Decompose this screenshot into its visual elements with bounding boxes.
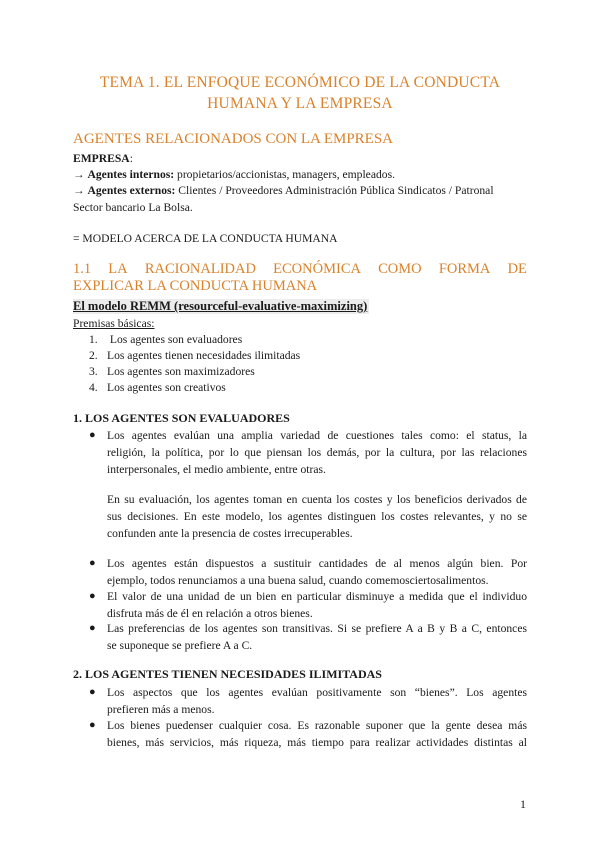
text-line: se suponeque se prefiere A a C. xyxy=(107,639,253,652)
internal-agents-text: propietarios/accionistas, managers, empleados. xyxy=(174,168,395,181)
arrow-icon: → xyxy=(73,168,85,181)
premisas-label: Premisas básicas: xyxy=(73,317,155,330)
bullet-icon: ● xyxy=(89,622,96,634)
premisa-item xyxy=(89,381,226,394)
list-text: Los agentes son maximizadores xyxy=(107,365,255,378)
heading-word: FORMA xyxy=(438,261,491,277)
list-text: Los agentes tienen necesidades ilimitadas xyxy=(107,349,301,362)
evaluadores-bullet-2 xyxy=(107,555,527,589)
text-line: confunden ante la presencia de costes irrecuperables. xyxy=(107,527,353,540)
bullet-icon: ● xyxy=(89,557,96,569)
necesidades-bullet-2 xyxy=(107,717,527,751)
list-number: 3. xyxy=(89,365,98,378)
model-line: = MODELO ACERCA DE LA CONDUCTA HUMANA xyxy=(73,232,338,245)
page-number: 1 xyxy=(520,797,526,811)
text-line: Los agentes están dispuestos a sustituir cantidades de al menos algún bien. Por xyxy=(107,557,527,570)
bullet-icon: ● xyxy=(89,429,96,441)
external-agents-text-1: Clientes / Proveedores Administración Pública Sindicatos / Patronal xyxy=(175,184,494,197)
bullet-icon: ● xyxy=(89,686,96,698)
evaluadores-bullet-4 xyxy=(107,620,527,654)
section-1-1-heading-line-2: EXPLICAR LA CONDUCTA HUMANA xyxy=(73,278,318,294)
list-number: 2. xyxy=(89,349,98,362)
heading-word: LA xyxy=(108,261,128,277)
text-line: En su evaluación, los agentes toman en cuenta los costes y los beneficios derivados de xyxy=(107,493,527,506)
heading-word: ECONÓMICA xyxy=(273,261,361,277)
text-line: sus decisiones. En este modelo, los agentes distinguen los costes relevantes, y no se xyxy=(107,510,527,523)
empresa-line xyxy=(73,150,133,167)
necesidades-bullet-1 xyxy=(107,684,527,718)
external-agents-paragraph xyxy=(73,182,527,216)
bullet-icon: ● xyxy=(89,590,96,602)
remm-heading: El modelo REMM (resourceful-evaluative-maximizing) xyxy=(73,299,368,313)
list-text: Los agentes son creativos xyxy=(107,381,226,394)
list-number: 4. xyxy=(89,381,98,394)
empresa-colon: : xyxy=(129,152,133,165)
internal-agents-label: Agentes internos: xyxy=(87,168,175,181)
evaluadores-bullet-3 xyxy=(107,588,527,622)
necesidades-heading: 2. LOS AGENTES TIENEN NECESIDADES ILIMITADAS xyxy=(73,667,382,681)
bullet-icon: ● xyxy=(89,719,96,731)
document-title xyxy=(73,72,527,114)
heading-word: RACIONALIDAD xyxy=(144,261,256,277)
premisa-item xyxy=(89,365,255,378)
text-line: Los bienes puedenser cualquier cosa. Es razonable suponer que la gente desea más xyxy=(107,719,527,732)
external-agents-text-2: Sector bancario La Bolsa. xyxy=(73,201,193,214)
evaluadores-bullet-1-paragraph-2 xyxy=(107,491,527,542)
text-line: El valor de una unidad de un bien en particular disminuye a medida que el individuo xyxy=(107,590,527,603)
heading-word: 1.1 xyxy=(73,261,92,277)
text-line: Los aspectos que los agentes evalúan positivamente son “bienes”. Los agentes xyxy=(107,686,527,699)
text-line: bienes, más servicios, más riqueza, más tiempo para realizar actividades distintas al xyxy=(107,736,527,749)
list-text: Los agentes son evaluadores xyxy=(107,333,243,346)
text-line: disfruta más de él en relación a otros bienes. xyxy=(107,607,313,620)
text-line: religión, la política, por lo que piensan los demás, por la cultura, por las relaciones xyxy=(107,446,527,459)
empresa-label: EMPRESA xyxy=(73,152,130,165)
text-line: interpersonales, el medio ambiente, entre otras. xyxy=(107,463,326,476)
agents-heading: AGENTES RELACIONADOS CON LA EMPRESA xyxy=(73,131,394,147)
external-agents-label: Agentes externos: xyxy=(87,184,176,197)
evaluadores-bullet-1 xyxy=(107,427,527,478)
title-line-2: HUMANA Y LA EMPRESA xyxy=(207,95,393,112)
list-number: 1. xyxy=(89,333,98,346)
heading-word: DE xyxy=(507,261,527,277)
section-1-1-heading xyxy=(73,261,527,295)
text-line: ejemplo, todos renunciamos a una buena salud, cuando comemosciertosalimentos. xyxy=(107,574,489,587)
heading-word: COMO xyxy=(378,261,422,277)
internal-agents-line xyxy=(73,166,395,183)
text-line: Las preferencias de los agentes son transitivas. Si se prefiere A a B y B a C, entonces xyxy=(107,622,527,635)
premisa-item xyxy=(89,333,242,346)
text-line: Los agentes evalúan una amplia variedad de cuestiones tales como: el status, la xyxy=(107,429,527,442)
title-line-1: TEMA 1. EL ENFOQUE ECONÓMICO DE LA CONDUCTA xyxy=(99,74,501,91)
premisa-item xyxy=(89,349,300,362)
evaluadores-heading: 1. LOS AGENTES SON EVALUADORES xyxy=(73,411,290,425)
text-line: prefieren más a menos. xyxy=(107,703,215,716)
arrow-icon: → xyxy=(73,184,85,197)
